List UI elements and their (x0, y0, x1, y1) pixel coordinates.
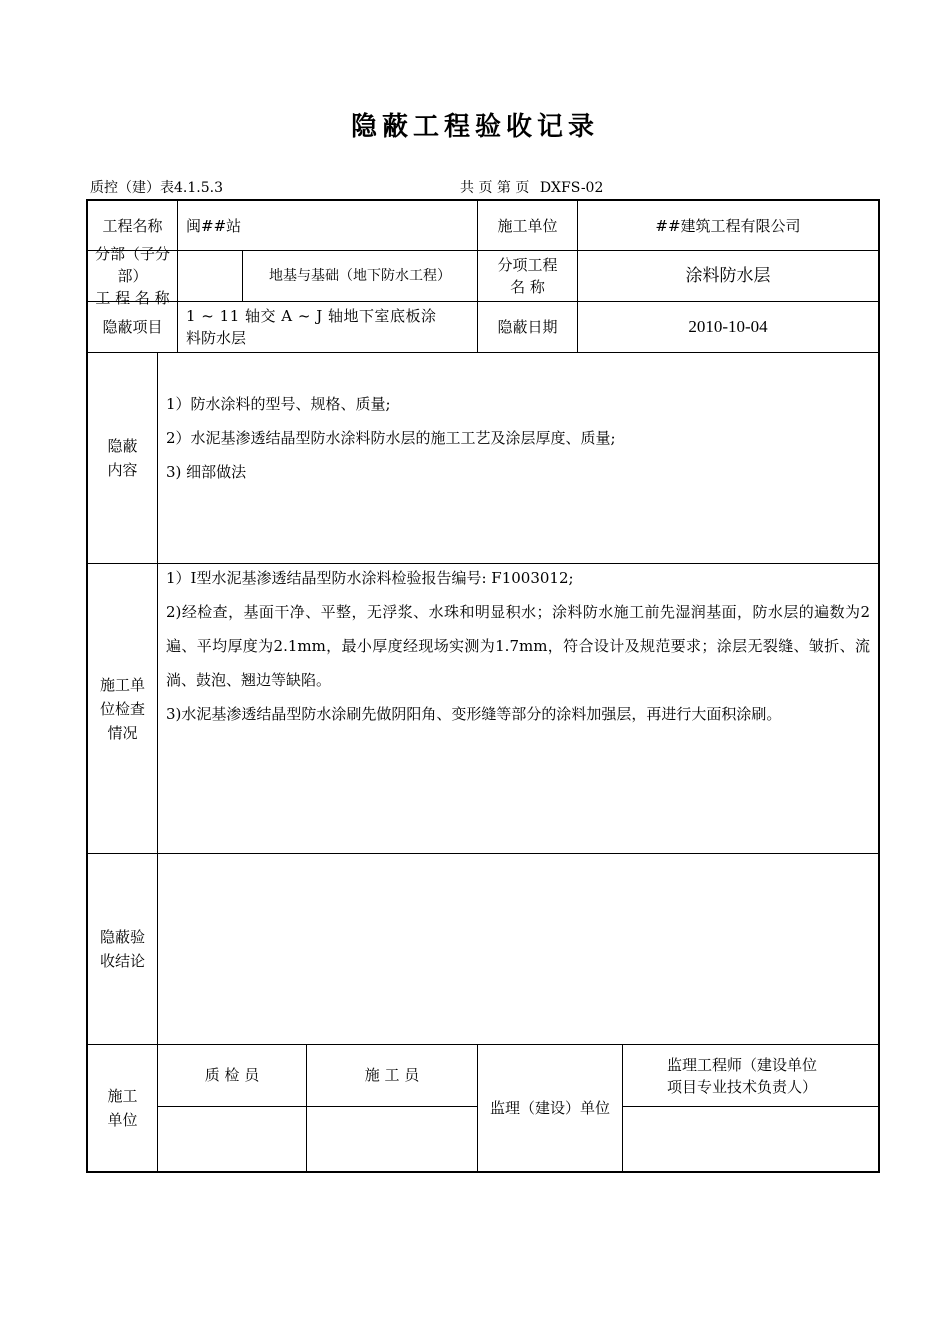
doc-code: DXFS-02 (539, 180, 604, 196)
conclusion-label-line: 收结论 (99, 952, 145, 970)
project-name-value: 闽##站 (186, 216, 242, 235)
inspection-paragraph: 2)经检查，基面干净、平整，无浮浆、水珠和明显积水；涂料防水施工前先湿润基面，防水层的遍数为2遍、平均厚度为2.1mm，最小厚度经现场实测为1.7mm，符合设计及规范要求；涂层无裂缝、皱折、流淌、鼓泡、翘边等缺陷。 (166, 603, 870, 689)
item-value: 涂料防水层 (685, 266, 771, 286)
unit-label-line: 施工 (107, 1087, 138, 1105)
supervision-unit-label: 监理（建设）单位 (489, 1099, 610, 1117)
contractor-value: ##建筑工程有限公司 (655, 216, 801, 235)
inspection-label-line: 施工单 (99, 675, 145, 694)
conclusion-label (88, 854, 157, 1044)
page-info (460, 177, 603, 197)
row-divider (88, 853, 878, 854)
content-list (166, 387, 871, 489)
subdivision-label-line: 分部（子分部） (94, 245, 170, 285)
content-line: 1）防水涂料的型号、规格、质量; (166, 395, 391, 413)
inspection-paragraph: 3)水泥基渗透结晶型防水涂刷先做阴阳角、变形缝等部分的涂料加强层，再进行大面积涂刷。 (166, 705, 782, 723)
form-code: 质控（建）表4.1.5.3 (90, 180, 223, 196)
item-label-line: 分项工程 (497, 256, 558, 274)
engineer-label (623, 1045, 878, 1106)
inspection-text (166, 561, 870, 727)
date-value: 2010-10-04 (688, 317, 768, 336)
page-count-text: 共 页 第 页 (460, 180, 530, 196)
concealed-item-label: 隐蔽项目 (102, 318, 163, 336)
unit-label (88, 1045, 157, 1171)
inspector-label: 质 检 员 (204, 1066, 260, 1084)
subdivision-value: 地基与基础（地下防水工程） (269, 268, 451, 284)
subdivision-label-line: 工 程 名 称 (95, 289, 170, 307)
content-label-line: 隐蔽 (107, 437, 138, 455)
engineer-label-line: 项目专业技术负责人） (667, 1077, 818, 1096)
inspection-label-line: 情况 (107, 723, 138, 742)
item-label-line: 名 称 (510, 278, 545, 296)
content-label (88, 353, 157, 563)
concealed-item-line: 1 ~ 11 轴交 A ~ J 轴地下室底板涂 (186, 307, 437, 325)
inspection-label (88, 564, 157, 853)
content-line: 3) 细部做法 (166, 463, 247, 481)
contractor-label: 施工单位 (497, 216, 558, 235)
unit-label-line: 单位 (107, 1111, 138, 1129)
record-table (86, 199, 880, 1173)
concealed-item-line: 料防水层 (186, 329, 247, 347)
inspection-line: 1）I型水泥基渗透结晶型防水涂料检验报告编号: F1003012; (166, 569, 574, 587)
subdivision-label (88, 245, 177, 307)
worker-label: 施 工 员 (364, 1066, 420, 1084)
project-name-label: 工程名称 (102, 216, 163, 235)
content-line: 2）水泥基渗透结晶型防水涂料防水层的施工工艺及涂层厚度、质量; (166, 429, 616, 447)
concealed-item-value (178, 302, 477, 352)
inspection-label-line: 位检查 (99, 699, 145, 718)
engineer-label-line: 监理工程师（建设单位 (667, 1055, 818, 1074)
page-title: 隐蔽工程验收记录 (350, 112, 599, 142)
row-divider (88, 352, 878, 353)
content-label-line: 内容 (107, 461, 138, 479)
conclusion-label-line: 隐蔽验 (99, 928, 145, 946)
row-divider (622, 1106, 878, 1107)
item-label (478, 251, 577, 301)
date-label: 隐蔽日期 (497, 318, 558, 336)
row-divider (157, 1106, 477, 1107)
